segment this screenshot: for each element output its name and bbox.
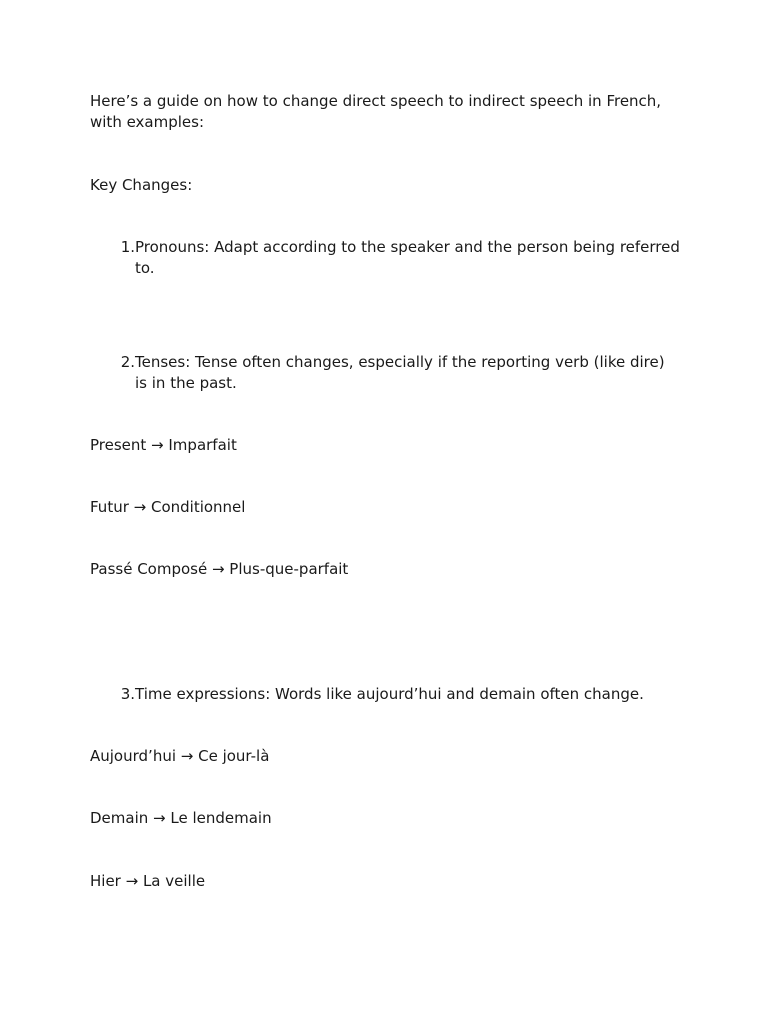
list-number: 3. (120, 685, 135, 703)
list-item-tenses (90, 352, 680, 394)
list-number: 2. (120, 353, 135, 371)
list-item-text: Tenses: Tense often changes, especially if the reporting verb (like dire) is in the past. (135, 353, 665, 392)
tense-change-futur: Futur → Conditionnel (90, 498, 246, 516)
tense-change-passe-compose: Passé Composé → Plus-que-parfait (90, 560, 349, 578)
list-item-time-expressions (90, 684, 680, 705)
intro-paragraph: Here’s a guide on how to change direct speech to indirect speech in French, with examples: (90, 92, 662, 131)
key-changes-heading: Key Changes: (90, 176, 193, 194)
time-change-hier: Hier → La veille (90, 872, 206, 890)
time-change-demain: Demain → Le lendemain (90, 809, 272, 827)
list-item-pronouns (90, 237, 680, 279)
tense-change-present: Present → Imparfait (90, 436, 237, 454)
list-item-text: Pronouns: Adapt according to the speaker and the person being referred to. (135, 238, 680, 277)
list-item-text: Time expressions: Words like aujourd’hui and demain often change. (135, 685, 644, 703)
list-number: 1. (120, 238, 135, 256)
time-change-aujourdhui: Aujourd’hui → Ce jour-là (90, 747, 270, 765)
